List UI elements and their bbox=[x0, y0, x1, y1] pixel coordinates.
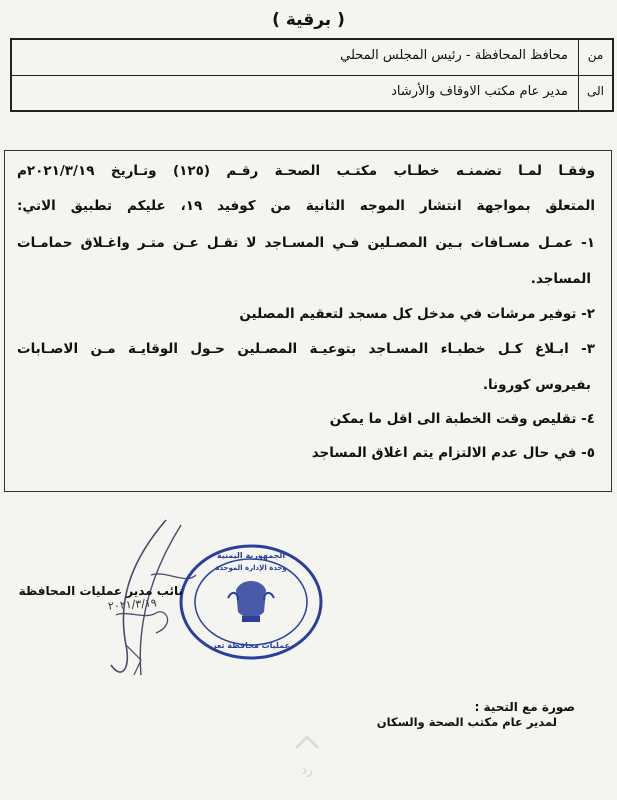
intro-line-1: وفقـا لمـا تضمنـه خطـاب مكتـب الصحـة رقـم (١٢٥) وتـاريخ ٢٠٢١/٣/١٩م bbox=[17, 163, 595, 179]
telegram-label: ( برقية ) bbox=[272, 10, 345, 30]
from-label: من bbox=[578, 40, 612, 75]
cc-recipient: لمدير عام مكتب الصحة والسكان bbox=[376, 715, 557, 729]
letter-body-box bbox=[4, 150, 612, 492]
reply-button[interactable]: رد bbox=[300, 763, 314, 778]
instruction-item-2: ٢- توفير مرشات في مدخل كل مسجد لتعقيم المصلين bbox=[239, 306, 595, 322]
instruction-item-3-cont: بفيروس كورونا. bbox=[482, 377, 591, 393]
official-seal bbox=[176, 540, 326, 664]
seal-text-middle: وحدة الإدارة الموحدة bbox=[215, 564, 287, 572]
instruction-item-3: ٣- ابـلاغ كـل خطبـاء المسـاجد بتوعيـة المصـلين حـول الوقايـة مـن الاصـابات bbox=[17, 341, 595, 357]
signature-date: ٢٠٢١/٣/١٩ bbox=[107, 596, 158, 613]
instruction-item-5: ٥- في حال عدم الالتزام يتم اغلاق المساجد bbox=[311, 445, 595, 461]
to-label: الى bbox=[578, 76, 612, 112]
from-row bbox=[12, 40, 612, 76]
cc-title: صورة مع التحية : bbox=[474, 700, 575, 714]
chevron-up-icon[interactable] bbox=[291, 732, 323, 752]
address-header-table bbox=[10, 38, 614, 112]
seal-text-top: الجمهورية اليمنية bbox=[216, 551, 286, 560]
instruction-item-1: ١- عمـل مسـافات بـين المصـلين فـي المسـاجد لا تقـل عـن متـر واغـلاق حمامـات bbox=[17, 235, 595, 251]
signatory-title: نائب مدير عمليات المحافظة bbox=[18, 584, 183, 598]
instruction-item-4: ٤- تقليص وقت الخطبة الى اقل ما يمكن bbox=[329, 411, 595, 427]
seal-text-bottom: عمليات محافظة تعز bbox=[211, 641, 291, 650]
intro-line-2: المتعلق بمواجهة انتشار الموجه الثانية من كوفيد ١٩، عليكم تطبيق الاتي: bbox=[17, 198, 595, 214]
to-value: مدير عام مكتب الاوقاف والأرشاد bbox=[391, 84, 568, 99]
instruction-item-1-cont: المساجد. bbox=[530, 271, 591, 287]
to-row bbox=[12, 76, 612, 112]
from-value: محافظ المحافظة - رئيس المجلس المحلي bbox=[340, 48, 568, 63]
